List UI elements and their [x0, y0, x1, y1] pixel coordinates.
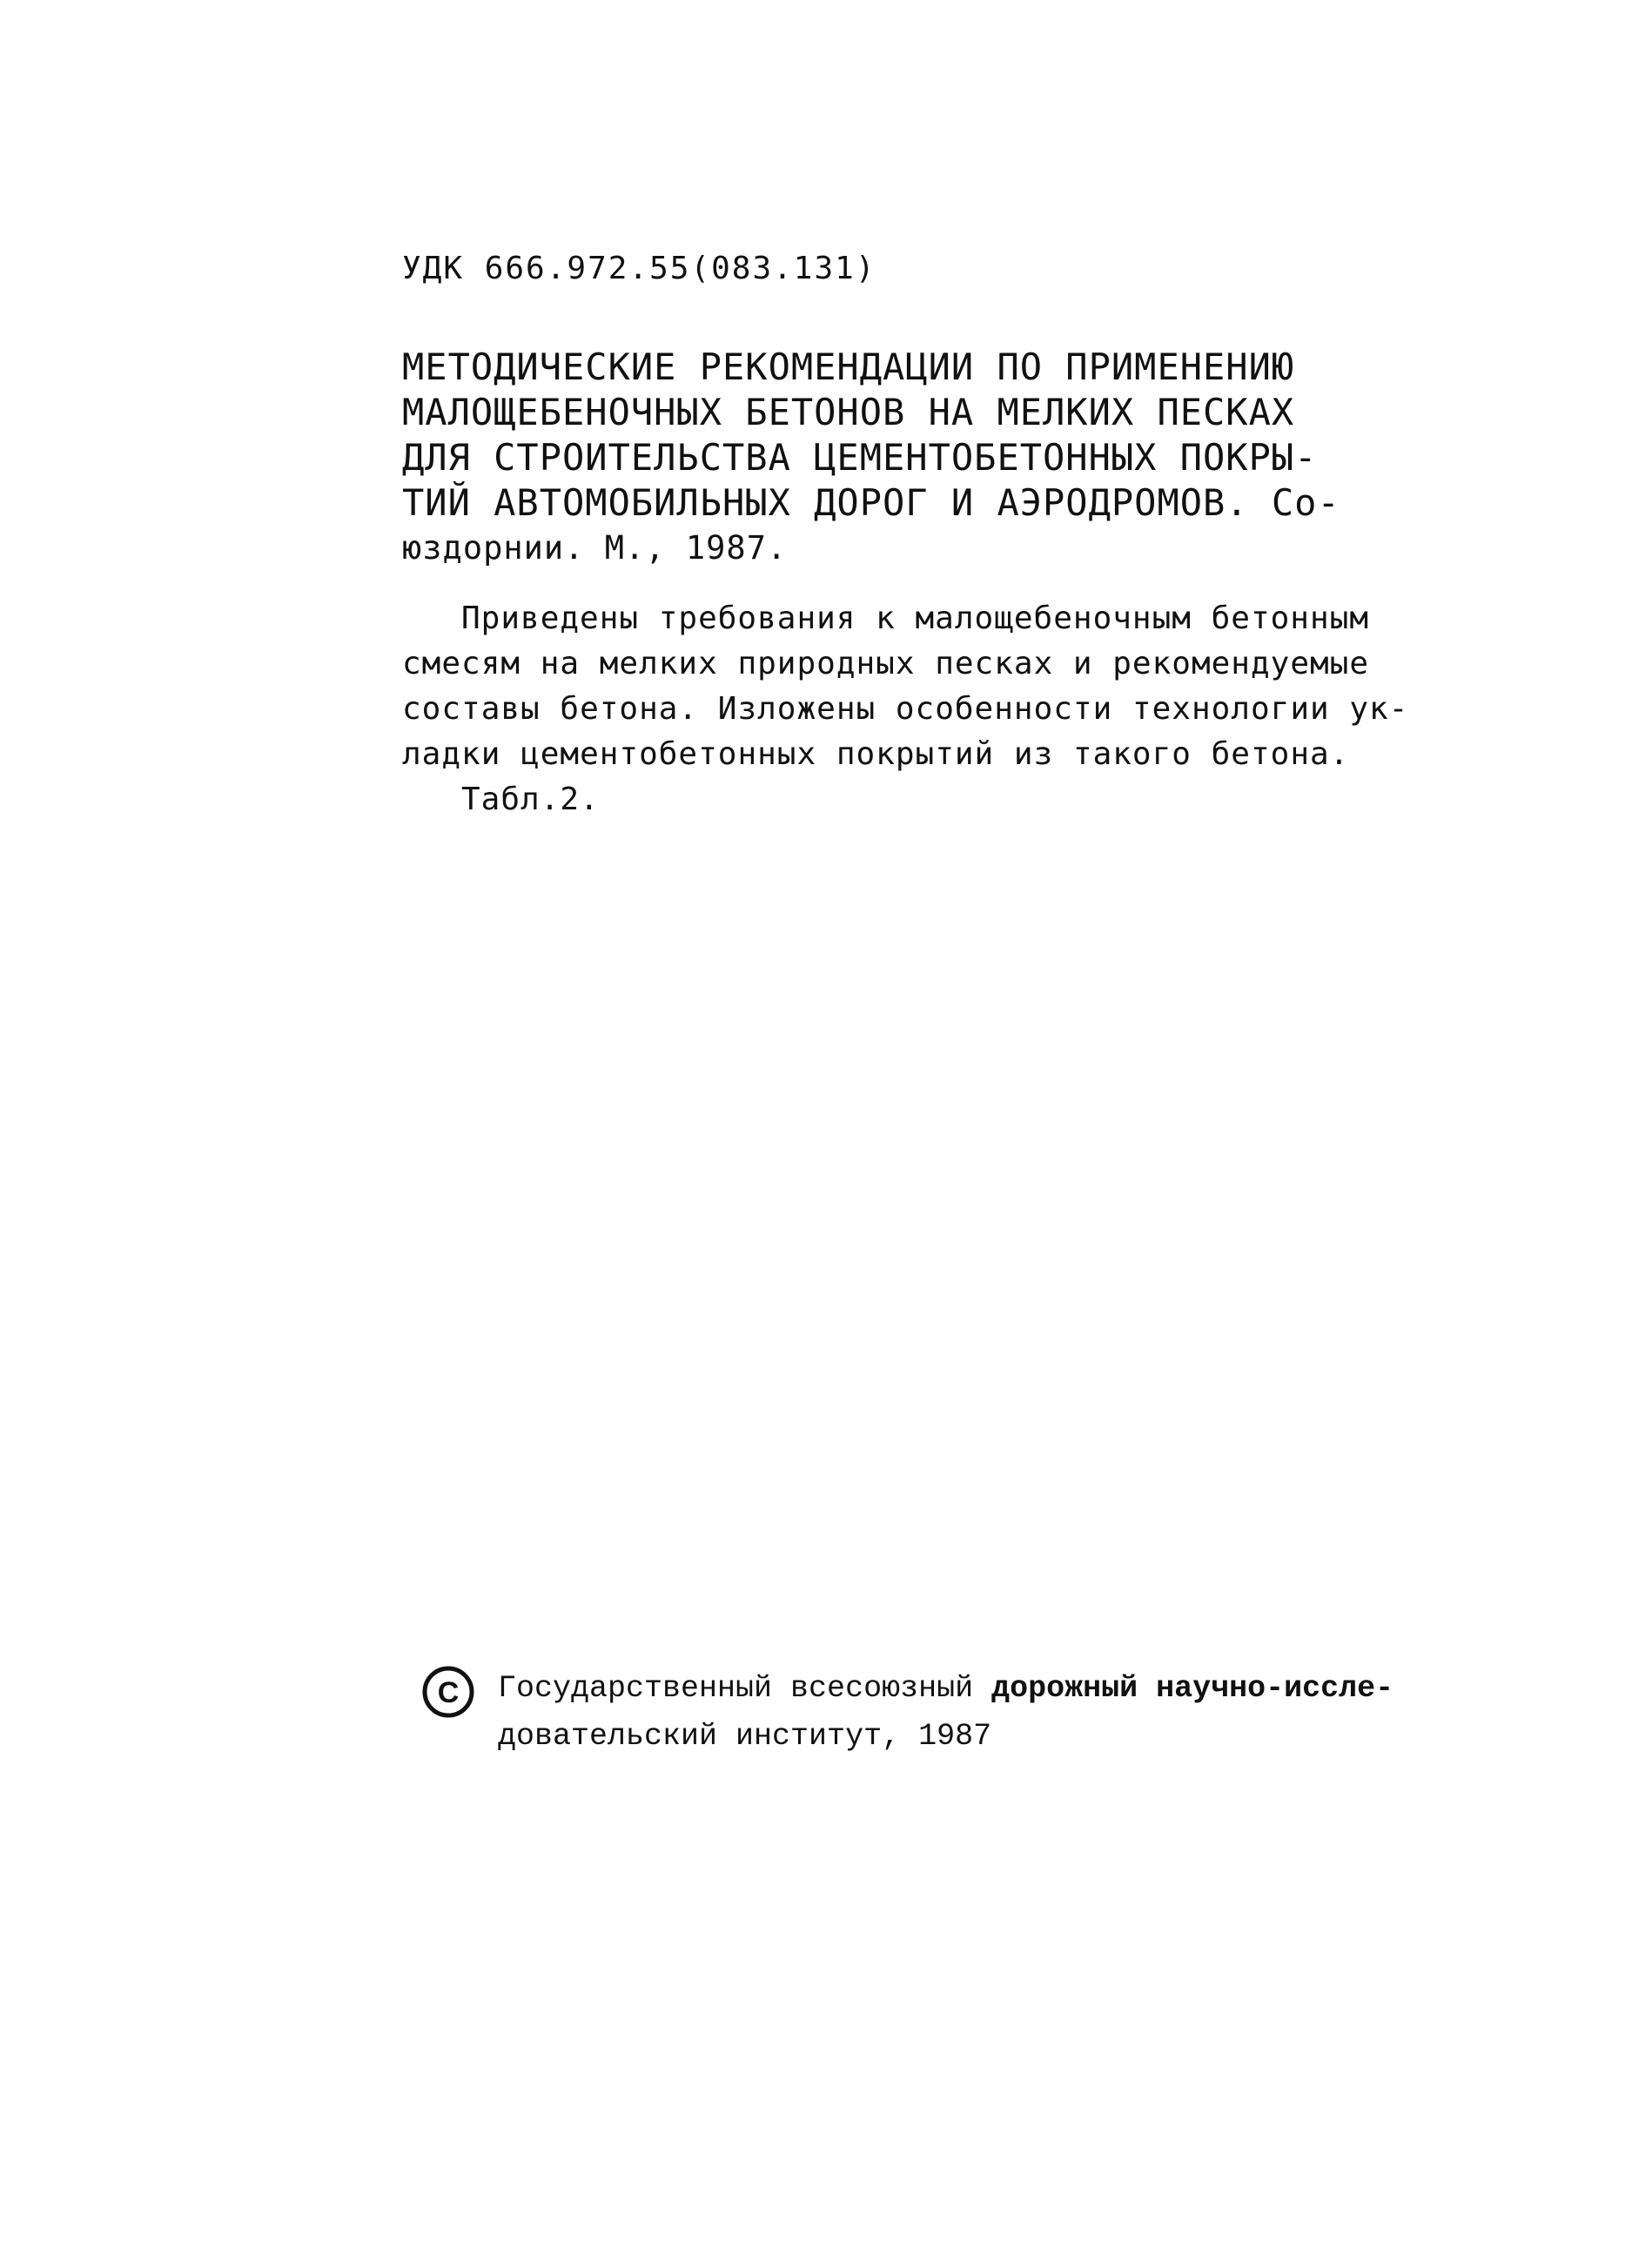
title-line: юздорнии. М., 1987. [402, 529, 788, 567]
abstract-line: Табл.2. [461, 782, 600, 817]
svg-text:C: C [437, 1676, 460, 1709]
copyright-line-part: дорожный научно-иссле- [991, 1671, 1394, 1706]
title-line: МАЛОЩЕБЕНОЧНЫХ БЕТОНОВ НА МЕЛКИХ ПЕСКАХ [402, 391, 1295, 433]
abstract-line: ладки цементобетонных покрытий из такого бетона. [402, 736, 1350, 772]
abstract [402, 596, 1499, 822]
copyright-line-part: Государственный всесоюзный [498, 1671, 992, 1706]
title-line: ТИЙ АВТОМОБИЛЬНЫХ ДОРОГ И АЭРОДРОМОВ. Со- [402, 481, 1340, 524]
copyright-text [498, 1665, 1393, 1761]
copyright-icon [421, 1665, 475, 1719]
title-line: ДЛЯ СТРОИТЕЛЬСТВА ЦЕМЕНТОБЕТОННЫХ ПОКРЫ- [402, 436, 1318, 479]
document-title [402, 345, 1516, 571]
udk-code: УДК 666.972.55(083.131) [402, 251, 876, 286]
copyright-line: довательский институт, 1987 [498, 1719, 992, 1754]
title-line: МЕТОДИЧЕСКИЕ РЕКОМЕНДАЦИИ ПО ПРИМЕНЕНИЮ [402, 346, 1295, 388]
copyright-line [498, 1665, 1393, 1713]
abstract-line: смесям на мелких природных песках и рекомендуемые [402, 646, 1370, 681]
abstract-line: Приведены требования к малощебеночным бетонным [461, 601, 1369, 636]
abstract-line: составы бетона. Изложены особенности технологии ук- [402, 691, 1409, 727]
